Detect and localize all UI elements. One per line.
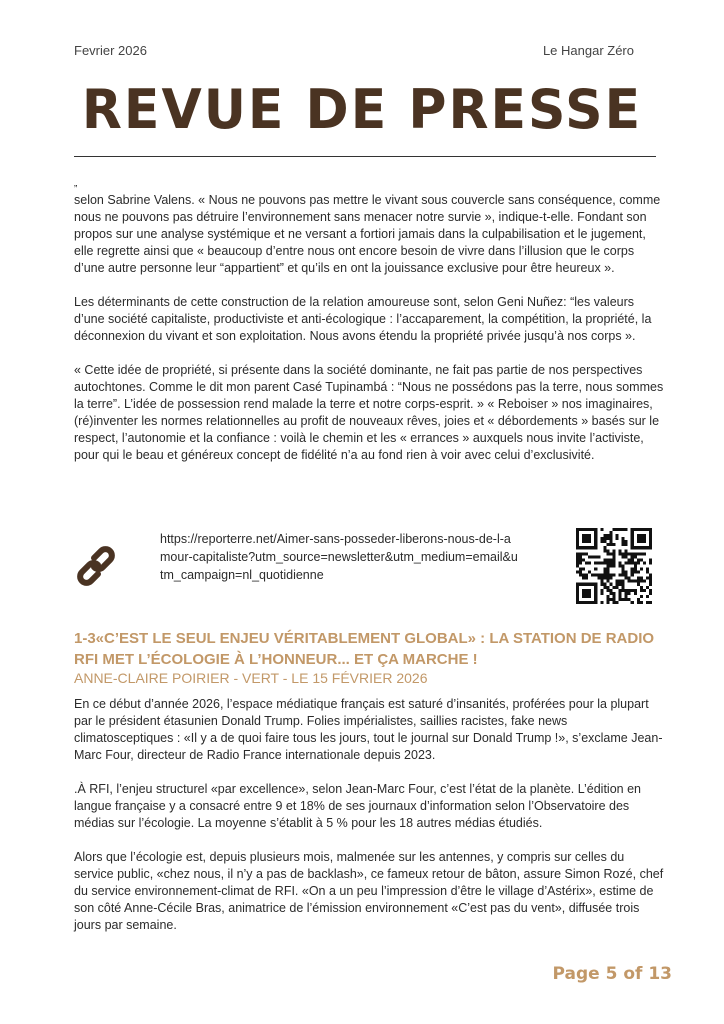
quote-mark: „	[74, 178, 78, 189]
article2-paragraph-3: Alors que l’écologie est, depuis plusieurs mois, malmenée sur les antennes, y compris sur celles du service public, «chez nous, il n’y a pas de backlash», ce fameux retour de bâton, assure Simon Rozé, chef du service environnement-climat de RFI. «On a un peu l’impression d’être le village d’Astérix», estime de son côté Anne-Cécile Bras, animatrice de l’émission environnement «C’est pas du vent», diffusée trois jours par semaine.	[74, 850, 664, 932]
article-url-link[interactable]: https://reporterre.net/Aimer-sans-posseder-liberons-nous-de-l-amour-capitaliste?utm_source=newsletter&utm_medium=email&utm_campaign=nl_quotidienne	[160, 532, 518, 582]
link-chain-icon	[74, 544, 118, 588]
page-title: REVUE DE PRESSE	[81, 78, 643, 142]
article2-author: ANNE-CLAIRE POIRIER - VERT - LE 15 FÉVRIER 2026	[74, 670, 428, 686]
article2-paragraph-2: .À RFI, l’enjeu structurel «par excellence», selon Jean-Marc Four, c’est l’état de la planète. L’édition en langue française y a consacré entre 9 et 18% de ses journaux d’information selon l’Observatoire des médias sur l’écologie. La moyenne s’établit à 5 % pour les 18 autres médias étudiés.	[74, 782, 641, 830]
qr-code-icon	[576, 528, 652, 604]
article-link-row	[74, 530, 664, 610]
article2-title: 1-3«C’EST LE SEUL ENJEU VÉRITABLEMENT GLOBAL» : LA STATION DE RADIO RFI MET L’ÉCOLOGIE À L’HONNEUR... ET ÇA MARCHE !	[74, 630, 655, 668]
article1-body	[74, 178, 664, 481]
page-number: Page 5 of 13	[552, 964, 672, 984]
article2-paragraph-1: En ce début d’année 2026, l’espace médiatique français est saturé d’insanités, proférées pour la plupart par le président étasunien Donald Trump. Folies impérialistes, saillies racistes, fake news climatosceptiques : «Il y a de quoi faire tous les jours, tout le journal sur Donald Trump !», s’exclame Jean-Marc Four, directeur de Radio France internationale depuis 2023.	[74, 697, 663, 762]
article2-body	[74, 696, 664, 951]
header-publisher: Le Hangar Zéro	[542, 43, 634, 58]
title-divider	[74, 156, 656, 157]
article1-paragraph-1: selon Sabrine Valens. « Nous ne pouvons pas mettre le vivant sous couvercle sans conséquence, comme nous ne pouvons pas détruire l’environnement sans menacer notre survie », indique-t-elle. Fondant son propos sur une analyse systémique et ne versant a fortiori jamais dans la culpabilisation et le jugement, elle regrette ainsi que « beaucoup d’entre nous ont encore besoin de vivre dans l’illusion que le corps d’une autre personne leur “appartient” et qu’ils en ont la jouissance exclusive pour être heureux ».	[74, 193, 661, 275]
article1-paragraph-3: « Cette idée de propriété, si présente dans la société dominante, ne fait pas partie de nos perspectives autochtones. Comme le dit mon parent Casé Tupinambá : “Nous ne possédons pas la terre, nous sommes la terre”. L’idée de possession rend malade la terre et notre corps-esprit. » « Reboiser » nos imaginaires, (ré)inventer les normes relationnelles au profit de nouveaux rêves, joies et « débordements » basés sur le respect, l’autonomie et la confiance : voilà le chemin et les « errances » auxquels nous invite l’activiste, pour qui le beau et généreux concept de fidélité n’a au fond rien à voir avec celui d’exclusivité.	[74, 363, 664, 462]
header-date: Fevrier 2026	[74, 43, 147, 58]
article1-paragraph-2: Les déterminants de cette construction de la relation amoureuse sont, selon Geni Nuñez: “les valeurs d’une société capitaliste, productiviste et anti-écologique : l’accaparement, la compétition, la propriété, la déconnexion du vivant et son exploitation. Nous avons étendu la propriété privée jusqu’à nos corps ».	[74, 295, 652, 343]
